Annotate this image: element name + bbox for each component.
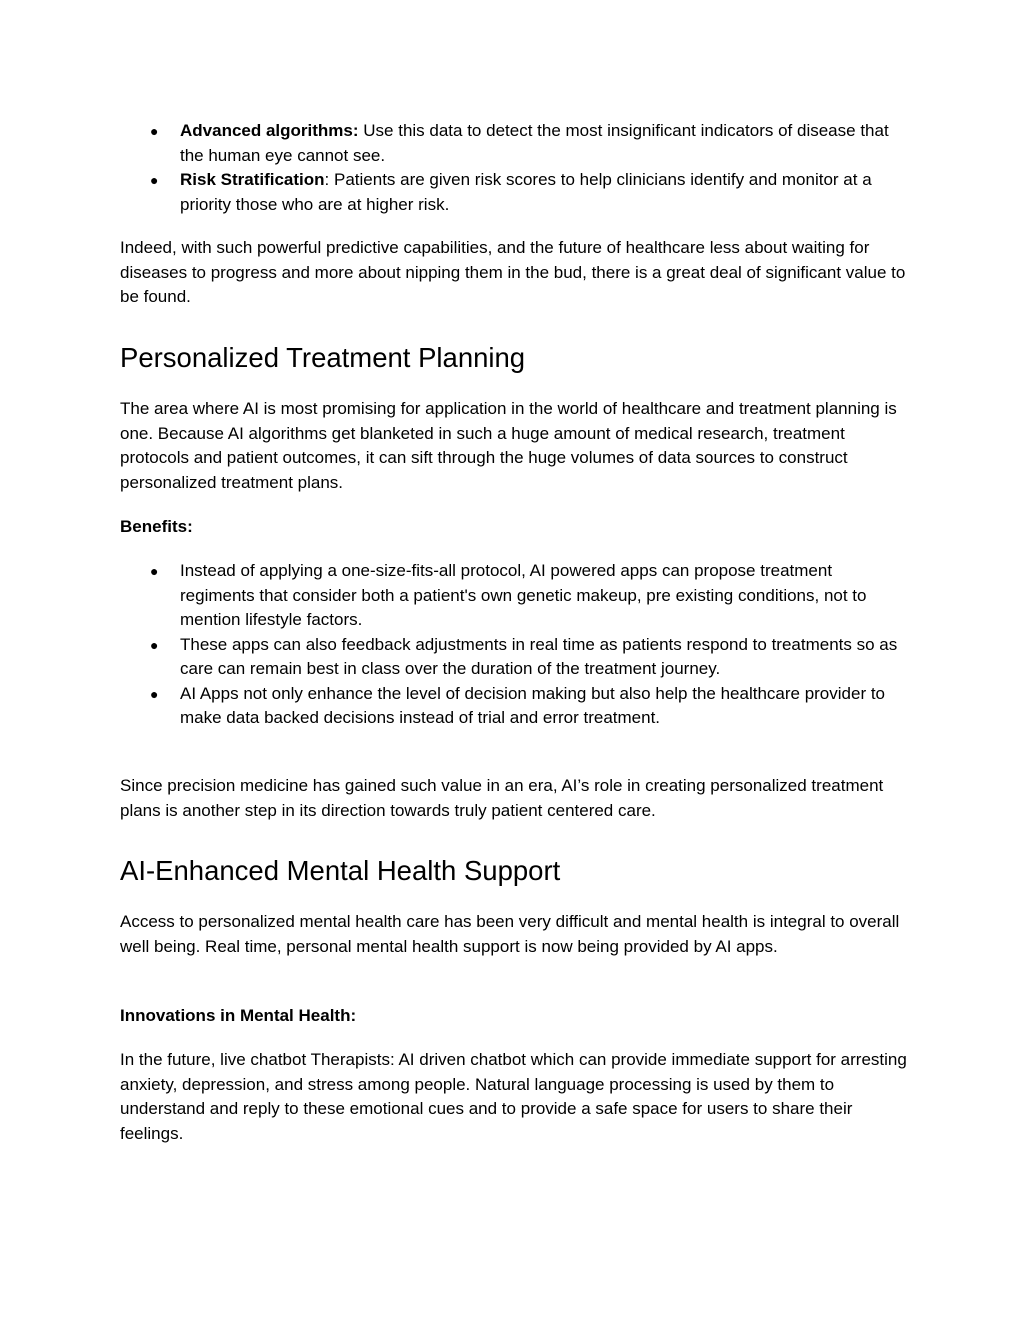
list-item: [120, 559, 910, 633]
bullet-icon: ●: [150, 636, 159, 653]
paragraph-text: Access to personalized mental health care has been very difficult and mental health is integral to overall well being. Real time, personal mental health support is now being provided by AI apps.: [120, 912, 900, 956]
chatbot-therapists-paragraph: [120, 1048, 910, 1146]
bullet-icon: ●: [150, 563, 159, 579]
list-item: [120, 633, 910, 682]
benefits-bullet-list: [120, 559, 910, 731]
bullet-term: Advanced algorithms:: [180, 121, 359, 140]
treatment-closing-paragraph: [120, 774, 910, 823]
paragraph-text: In the future, live chatbot Therapists: AI driven chatbot which can provide immediate support for arresting anxiety, depression, and stress among people. Natural language processing is used by them to understand and reply to these emotional cues and to provide a safe space for users to share their feelings.: [120, 1050, 907, 1143]
bullet-text: Use this data to detect the most insignificant indicators of disease that the human eye cannot see.: [180, 121, 889, 165]
bullet-text: These apps can also feedback adjustments in real time as patients respond to treatments so as care can remain best in class over the duration of the treatment journey.: [180, 634, 898, 678]
section-heading-personalized-treatment: Personalized Treatment Planning: [120, 342, 526, 373]
paragraph-text: The area where AI is most promising for application in the world of healthcare and treatment planning is one. Because AI algorithms get blanketed in such a huge amount of medical research, treatment protocols and patient outcomes, it can sift through the huge volumes of data sources to construct personalized treatment plans.: [120, 399, 897, 492]
predictive-bullet-list: [120, 119, 910, 217]
benefits-subheading: Benefits:: [120, 517, 193, 536]
paragraph-text: Since precision medicine has gained such value in an era, AI’s role in creating personalized treatment plans is another step in its direction towards truly patient centered care.: [120, 776, 884, 820]
bullet-text: : Patients are given risk scores to help clinicians identify and monitor at a priority those who are at higher risk.: [180, 170, 872, 214]
section-heading-mental-health: AI-Enhanced Mental Health Support: [120, 855, 561, 886]
list-item: [120, 168, 910, 217]
list-item: [120, 682, 910, 731]
bullet-icon: ●: [150, 123, 159, 139]
bullet-text: AI Apps not only enhance the level of decision making but also help the healthcare provider to make data backed decisions instead of trial and error treatment.: [180, 683, 886, 727]
predictive-summary-paragraph: [120, 236, 910, 310]
innovations-subheading: Innovations in Mental Health:: [120, 1006, 357, 1025]
list-item: [120, 119, 910, 168]
mental-health-intro-paragraph: [120, 910, 910, 959]
paragraph-text: Indeed, with such powerful predictive capabilities, and the future of healthcare less about waiting for diseases to progress and more about nipping them in the bud, there is a great deal of significant value to be found.: [120, 238, 906, 306]
treatment-intro-paragraph: [120, 397, 910, 495]
bullet-text: Instead of applying a one-size-fits-all protocol, AI powered apps can propose treatment regiments that consider both a patient's own genetic makeup, pre existing conditions, not to mention lifestyle factors.: [180, 561, 867, 629]
bullet-term: Risk Stratification: [180, 170, 325, 189]
bullet-icon: ●: [150, 685, 159, 702]
bullet-icon: ●: [150, 172, 159, 188]
